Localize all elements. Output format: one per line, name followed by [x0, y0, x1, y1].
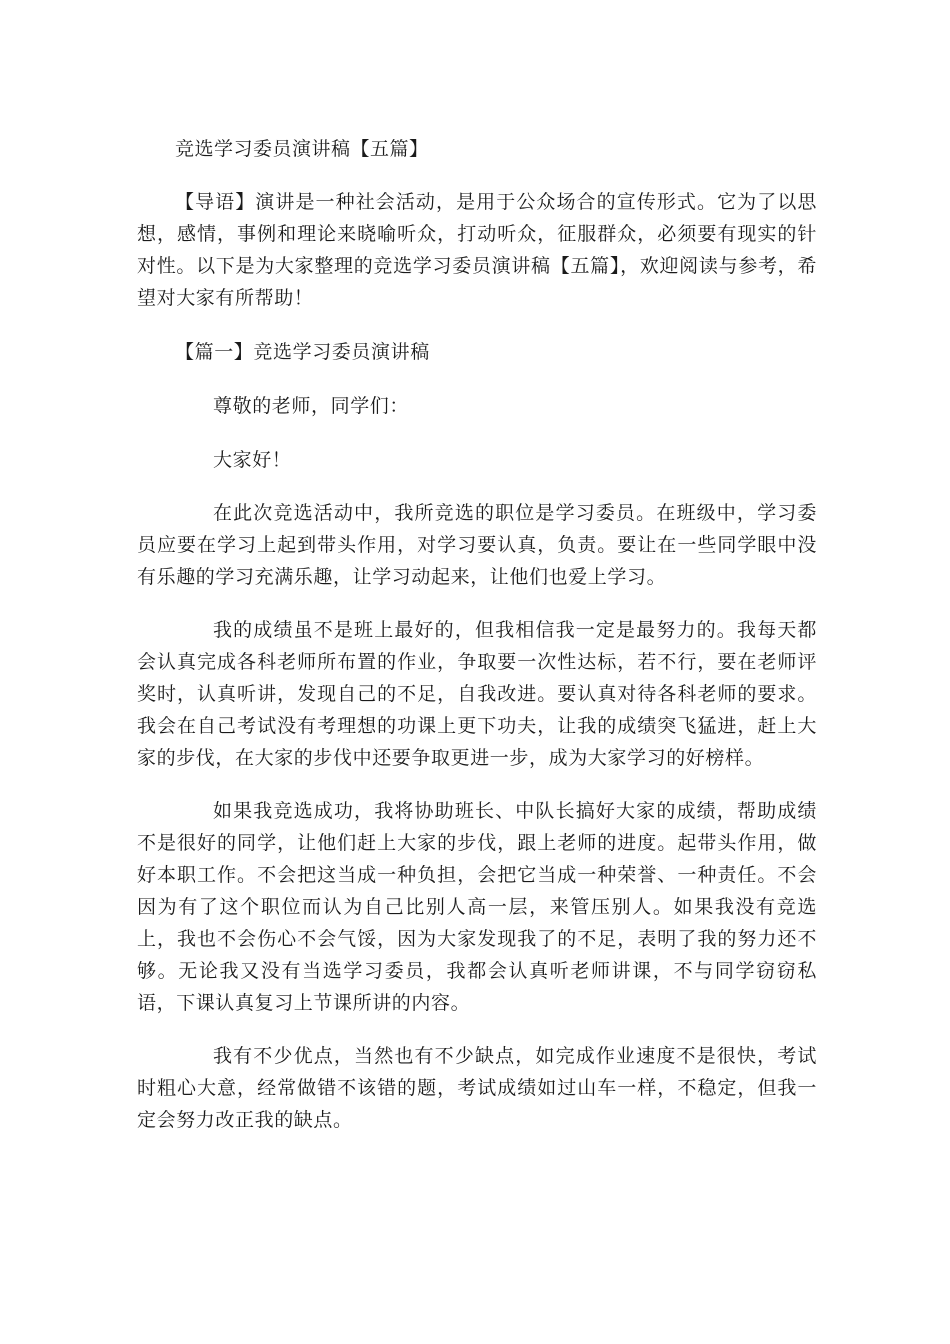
intro-paragraph: 【导语】演讲是一种社会活动，是用于公众场合的宣传形式。它为了以思想，感情，事例和理论来晓喻听众，打动听众，征服群众，必须要有现实的针对性。以下是为大家整理的竞选学习委员演讲稿【五篇】，欢迎阅读与参考，希望对大家有所帮助！: [137, 191, 817, 309]
section-heading: 【篇一】竞选学习委员演讲稿: [175, 341, 430, 363]
body-paragraph: 我的成绩虽不是班上最好的，但我相信我一定是最努力的。我每天都会认真完成各科老师所布置的作业，争取要一次性达标，若不行，要在老师评奖时，认真听讲，发现自己的不足，自我改进。要认真对待各科老师的要求。我会在自己考试没有考理想的功课上更下功夫，让我的成绩突飞猛进，赶上大家的步伐，在大家的步伐中还要争取更进一步，成为大家学习的好榜样。: [137, 619, 817, 769]
body-paragraph: 如果我竞选成功，我将协助班长、中队长搞好大家的成绩，帮助成绩不是很好的同学，让他们赶上大家的步伐，跟上老师的进度。起带头作用，做好本职工作。不会把这当成一种负担，会把它当成一种荣誉、一种责任。不会因为有了这个职位而认为自己比别人高一层，来管压别人。如果我没有竞选上，我也不会伤心不会气馁，因为大家发现我了的不足，表明了我的努力还不够。无论我又没有当选学习委员，我都会认真听老师讲课，不与同学窃窃私语，下课认真复习上节课所讲的内容。: [137, 800, 817, 1014]
greeting: 大家好！: [213, 449, 292, 471]
body-paragraph: 在此次竞选活动中，我所竞选的职位是学习委员。在班级中，学习委员应要在学习上起到带头作用，对学习要认真，负责。要让在一些同学眼中没有乐趣的学习充满乐趣，让学习动起来，让他们也爱上学习。: [137, 502, 817, 588]
body-paragraph: 我有不少优点，当然也有不少缺点，如完成作业速度不是很快，考试时粗心大意，经常做错不该错的题，考试成绩如过山车一样，不稳定，但我一定会努力改正我的缺点。: [137, 1045, 817, 1131]
salutation: 尊敬的老师，同学们：: [213, 395, 410, 417]
document-body: [137, 133, 817, 1136]
document-title: 竞选学习委员演讲稿【五篇】: [175, 138, 429, 160]
